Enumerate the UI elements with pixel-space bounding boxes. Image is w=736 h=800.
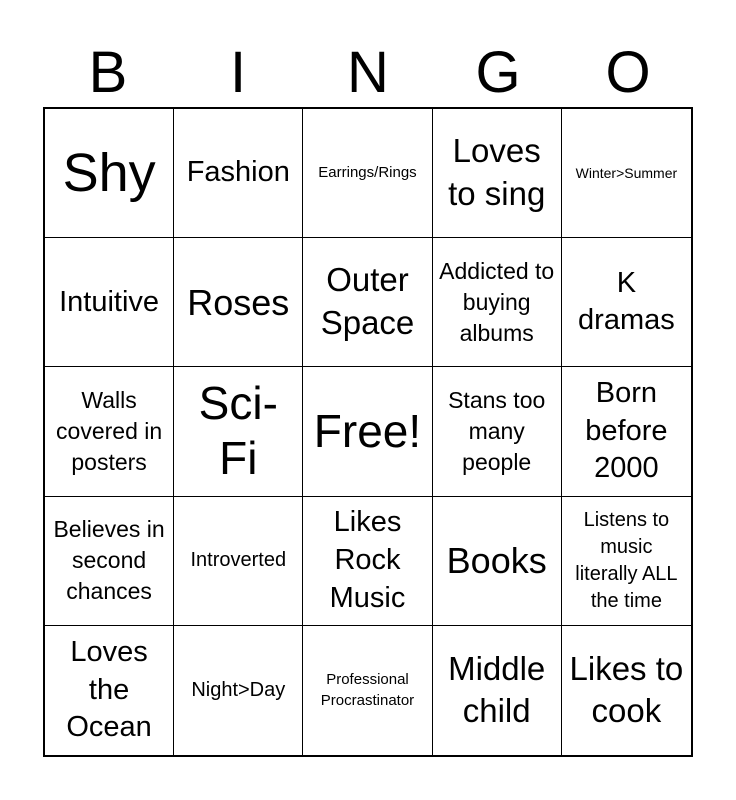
bingo-cell-r4c2[interactable]: [174, 497, 303, 626]
cell-label: Fashion: [186, 156, 290, 189]
bingo-cell-r4c5[interactable]: [562, 497, 691, 626]
bingo-cell-r5c1[interactable]: [45, 626, 174, 755]
cell-label: Believes in second chances: [53, 516, 165, 605]
cell-label: Earrings/Rings: [318, 164, 417, 182]
cell-label: Loves to sing: [448, 132, 546, 213]
bingo-cell-r2c1[interactable]: [45, 238, 174, 367]
bingo-cell-r1c1[interactable]: [45, 109, 174, 238]
bingo-cell-r1c3[interactable]: [303, 109, 432, 238]
bingo-cell-r5c2[interactable]: [174, 626, 303, 755]
cell-label: Intuitive: [59, 285, 160, 318]
cell-label: Night>Day: [191, 678, 286, 701]
bingo-cell-r2c3[interactable]: [303, 238, 432, 367]
cell-label: Outer Space: [320, 261, 415, 342]
bingo-cell-r3c4[interactable]: [433, 367, 562, 496]
cell-label: Free!: [313, 405, 422, 458]
bingo-cell-r1c2[interactable]: [174, 109, 303, 238]
bingo-cell-r5c3[interactable]: [303, 626, 432, 755]
cell-label: Sci-Fi: [198, 377, 278, 485]
bingo-cell-r2c5[interactable]: [562, 238, 691, 367]
header-letter-b: B: [88, 40, 128, 105]
cell-label: Shy: [62, 143, 156, 204]
cell-label: Loves the Ocean: [66, 635, 152, 744]
header-letter-n: N: [347, 40, 389, 105]
cell-label: Likes to cook: [569, 649, 684, 730]
cell-label: Middle child: [448, 649, 546, 730]
bingo-cell-r5c5[interactable]: [562, 626, 691, 755]
header-letter-g: G: [475, 40, 521, 105]
cell-label: Listens to music literally ALL the time: [575, 508, 678, 612]
bingo-header: [43, 40, 693, 106]
cell-label: Addicted to buying albums: [439, 257, 555, 346]
cell-label: K dramas: [578, 266, 675, 337]
bingo-cell-r3c2[interactable]: [174, 367, 303, 496]
cell-label: Born before 2000: [585, 376, 668, 485]
bingo-cell-r1c5[interactable]: [562, 109, 691, 238]
cell-label: Likes Rock Music: [329, 506, 406, 614]
bingo-cell-r5c4[interactable]: [433, 626, 562, 755]
bingo-cell-r2c4[interactable]: [433, 238, 562, 367]
bingo-board: [43, 107, 693, 757]
bingo-cell-r2c2[interactable]: [174, 238, 303, 367]
bingo-cell-r3c3[interactable]: [303, 367, 432, 496]
cell-label: Roses: [187, 281, 290, 323]
header-letter-o: O: [605, 40, 651, 105]
cell-label: Books: [446, 540, 547, 581]
bingo-cell-r4c1[interactable]: [45, 497, 174, 626]
bingo-cell-r4c3[interactable]: [303, 497, 432, 626]
bingo-cell-r3c1[interactable]: [45, 367, 174, 496]
bingo-cell-r4c4[interactable]: [433, 497, 562, 626]
cell-label: Stans too many people: [448, 386, 546, 476]
bingo-cell-r3c5[interactable]: [562, 367, 691, 496]
cell-label: Introverted: [190, 549, 287, 572]
cell-label: Professional Procrastinator: [320, 671, 415, 710]
bingo-cell-r1c4[interactable]: [433, 109, 562, 238]
header-letter-i: I: [229, 40, 247, 105]
cell-label: Walls covered in posters: [56, 386, 163, 476]
cell-label: Winter>Summer: [575, 165, 678, 182]
